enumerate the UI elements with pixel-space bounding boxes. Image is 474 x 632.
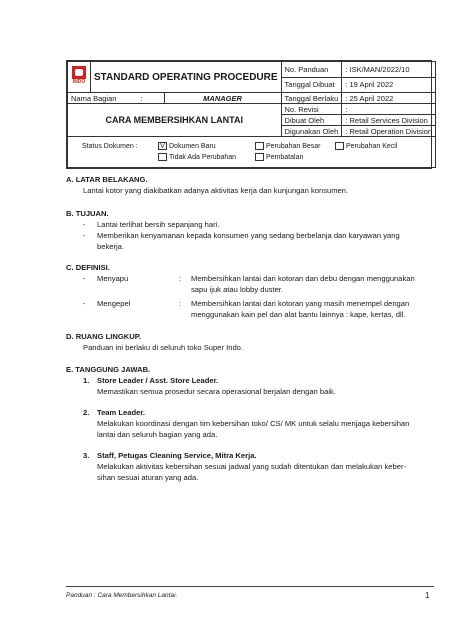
- definition-colon: :: [179, 274, 182, 283]
- footer-divider: [66, 586, 434, 587]
- responsibility-role: Store Leader / Asst. Store Leader.: [97, 376, 219, 385]
- nama-bagian-label-cell: [68, 93, 165, 104]
- responsibility-role: Staff, Petugas Cleaning Service, Mitra Kerja.: [97, 451, 257, 460]
- definition-text-continuation: sapu ijuk atau lobby duster.: [191, 285, 284, 294]
- nama-bagian-value: MANAGER: [164, 93, 281, 104]
- meta-value: : Retail Operation Division: [342, 126, 436, 137]
- responsibility-number: 2.: [83, 408, 90, 417]
- list-dash: -: [83, 231, 86, 240]
- checkbox[interactable]: V: [158, 142, 167, 150]
- section-c-title: C. DEFINISI.: [66, 263, 110, 272]
- responsibility-text: Melakukan koordinasi dengan tim kebersihan toko/ CS/ MK untuk selalu menjaga kebersihan: [97, 419, 410, 428]
- list-dash: -: [83, 299, 86, 308]
- meta-key: No. Revisi: [281, 104, 342, 115]
- definition-term: Menyapu: [97, 274, 129, 283]
- responsibility-number: 3.: [83, 451, 90, 460]
- meta-value: : ISK/MAN/2022/10: [342, 62, 436, 78]
- meta-key: Tanggal Dibuat: [281, 77, 342, 93]
- section-d-body: Panduan ini berlaku di seluruh toko Super Indo.: [83, 343, 243, 352]
- definition-text-continuation: menggunakan kain pel dan alat bantu lainnya : kape, kertas, dll.: [191, 310, 406, 319]
- meta-key: Tanggal Berlaku: [281, 93, 342, 104]
- super-indo-logo-icon: INDO: [71, 66, 87, 86]
- definition-colon: :: [179, 299, 182, 308]
- status-option-perubahan-besar[interactable]: Perubahan Besar: [255, 142, 320, 150]
- definition-term: Mengepel: [97, 299, 131, 308]
- nama-bagian-colon: :: [140, 93, 143, 103]
- meta-value: :: [342, 104, 436, 115]
- status-option-pembatalan[interactable]: Pembatalan: [255, 153, 303, 161]
- list-item: Memberikan kenyamanan kepada konsumen yang sedang berbelanja dan karyawan yang: [97, 231, 400, 240]
- page-number: 1: [425, 591, 430, 600]
- checkbox[interactable]: [335, 142, 344, 150]
- responsibility-text: Memastikan semua prosedur secara operasional berjalan dengan baik.: [97, 387, 336, 396]
- doc-title: CARA MEMBERSIHKAN LANTAI: [68, 104, 282, 137]
- status-label: Status Dokumen :: [82, 143, 138, 150]
- list-dash: -: [83, 274, 86, 283]
- list-item-continuation: bekerja.: [97, 242, 125, 251]
- checkbox[interactable]: [255, 142, 264, 150]
- list-item: Lantai terlihat bersih sepanjang hari.: [97, 220, 220, 229]
- checkbox[interactable]: [158, 153, 167, 161]
- status-option-perubahan-kecil[interactable]: Perubahan Kecil: [335, 142, 397, 150]
- checkbox[interactable]: [255, 153, 264, 161]
- responsibility-text-continuation: lantai dan seluruh bagian yang ada.: [97, 430, 218, 439]
- status-option-tidak-ada-perubahan[interactable]: Tidak Ada Perubahan: [158, 153, 236, 161]
- responsibility-text-continuation: sihan sesuai aturan yang ada.: [97, 473, 199, 482]
- section-e-title: E. TANGGUNG JAWAB.: [66, 365, 151, 374]
- status-option-dokumen-baru[interactable]: V Dokumen Baru: [158, 142, 216, 150]
- meta-value: : 19 April 2022: [342, 77, 436, 93]
- sop-title: STANDARD OPERATING PROCEDURE: [91, 62, 282, 93]
- meta-value: : 25 April 2022: [342, 93, 436, 104]
- section-a-title: A. LATAR BELAKANG.: [66, 175, 148, 184]
- logo-cell: [68, 62, 91, 93]
- list-dash: -: [83, 220, 86, 229]
- responsibility-text: Melakukan aktivitas kebersihan sesuai jadwal yang sudah ditentukan dan melakukan keber-: [97, 462, 406, 471]
- responsibility-role: Team Leader.: [97, 408, 145, 417]
- status-cell: [68, 137, 436, 168]
- meta-key: No. Panduan: [281, 62, 342, 78]
- responsibility-number: 1.: [83, 376, 90, 385]
- section-d-title: D. RUANG LINGKUP.: [66, 332, 141, 341]
- meta-key: Dibuat Oleh: [281, 115, 342, 126]
- footer-text: Panduan : Cara Membersihkan Lantai.: [66, 592, 178, 599]
- definition-text: Membersihkan lantai dari kotoran dan debu dengan menggunakan: [191, 274, 415, 283]
- meta-key: Digunakan Oleh: [281, 126, 342, 137]
- section-b-title: B. TUJUAN.: [66, 209, 109, 218]
- section-a-body: Lantai kotor yang diakibatkan adanya aktivitas kerja dan kunjungan konsumen.: [83, 186, 349, 195]
- definition-text: Membersihkan lantai dari kotoran yang masih menempel dengan: [191, 299, 410, 308]
- nama-bagian-label: Nama Bagian: [71, 93, 117, 103]
- document-header-table: [66, 60, 432, 169]
- meta-value: : Retail Services Division: [342, 115, 436, 126]
